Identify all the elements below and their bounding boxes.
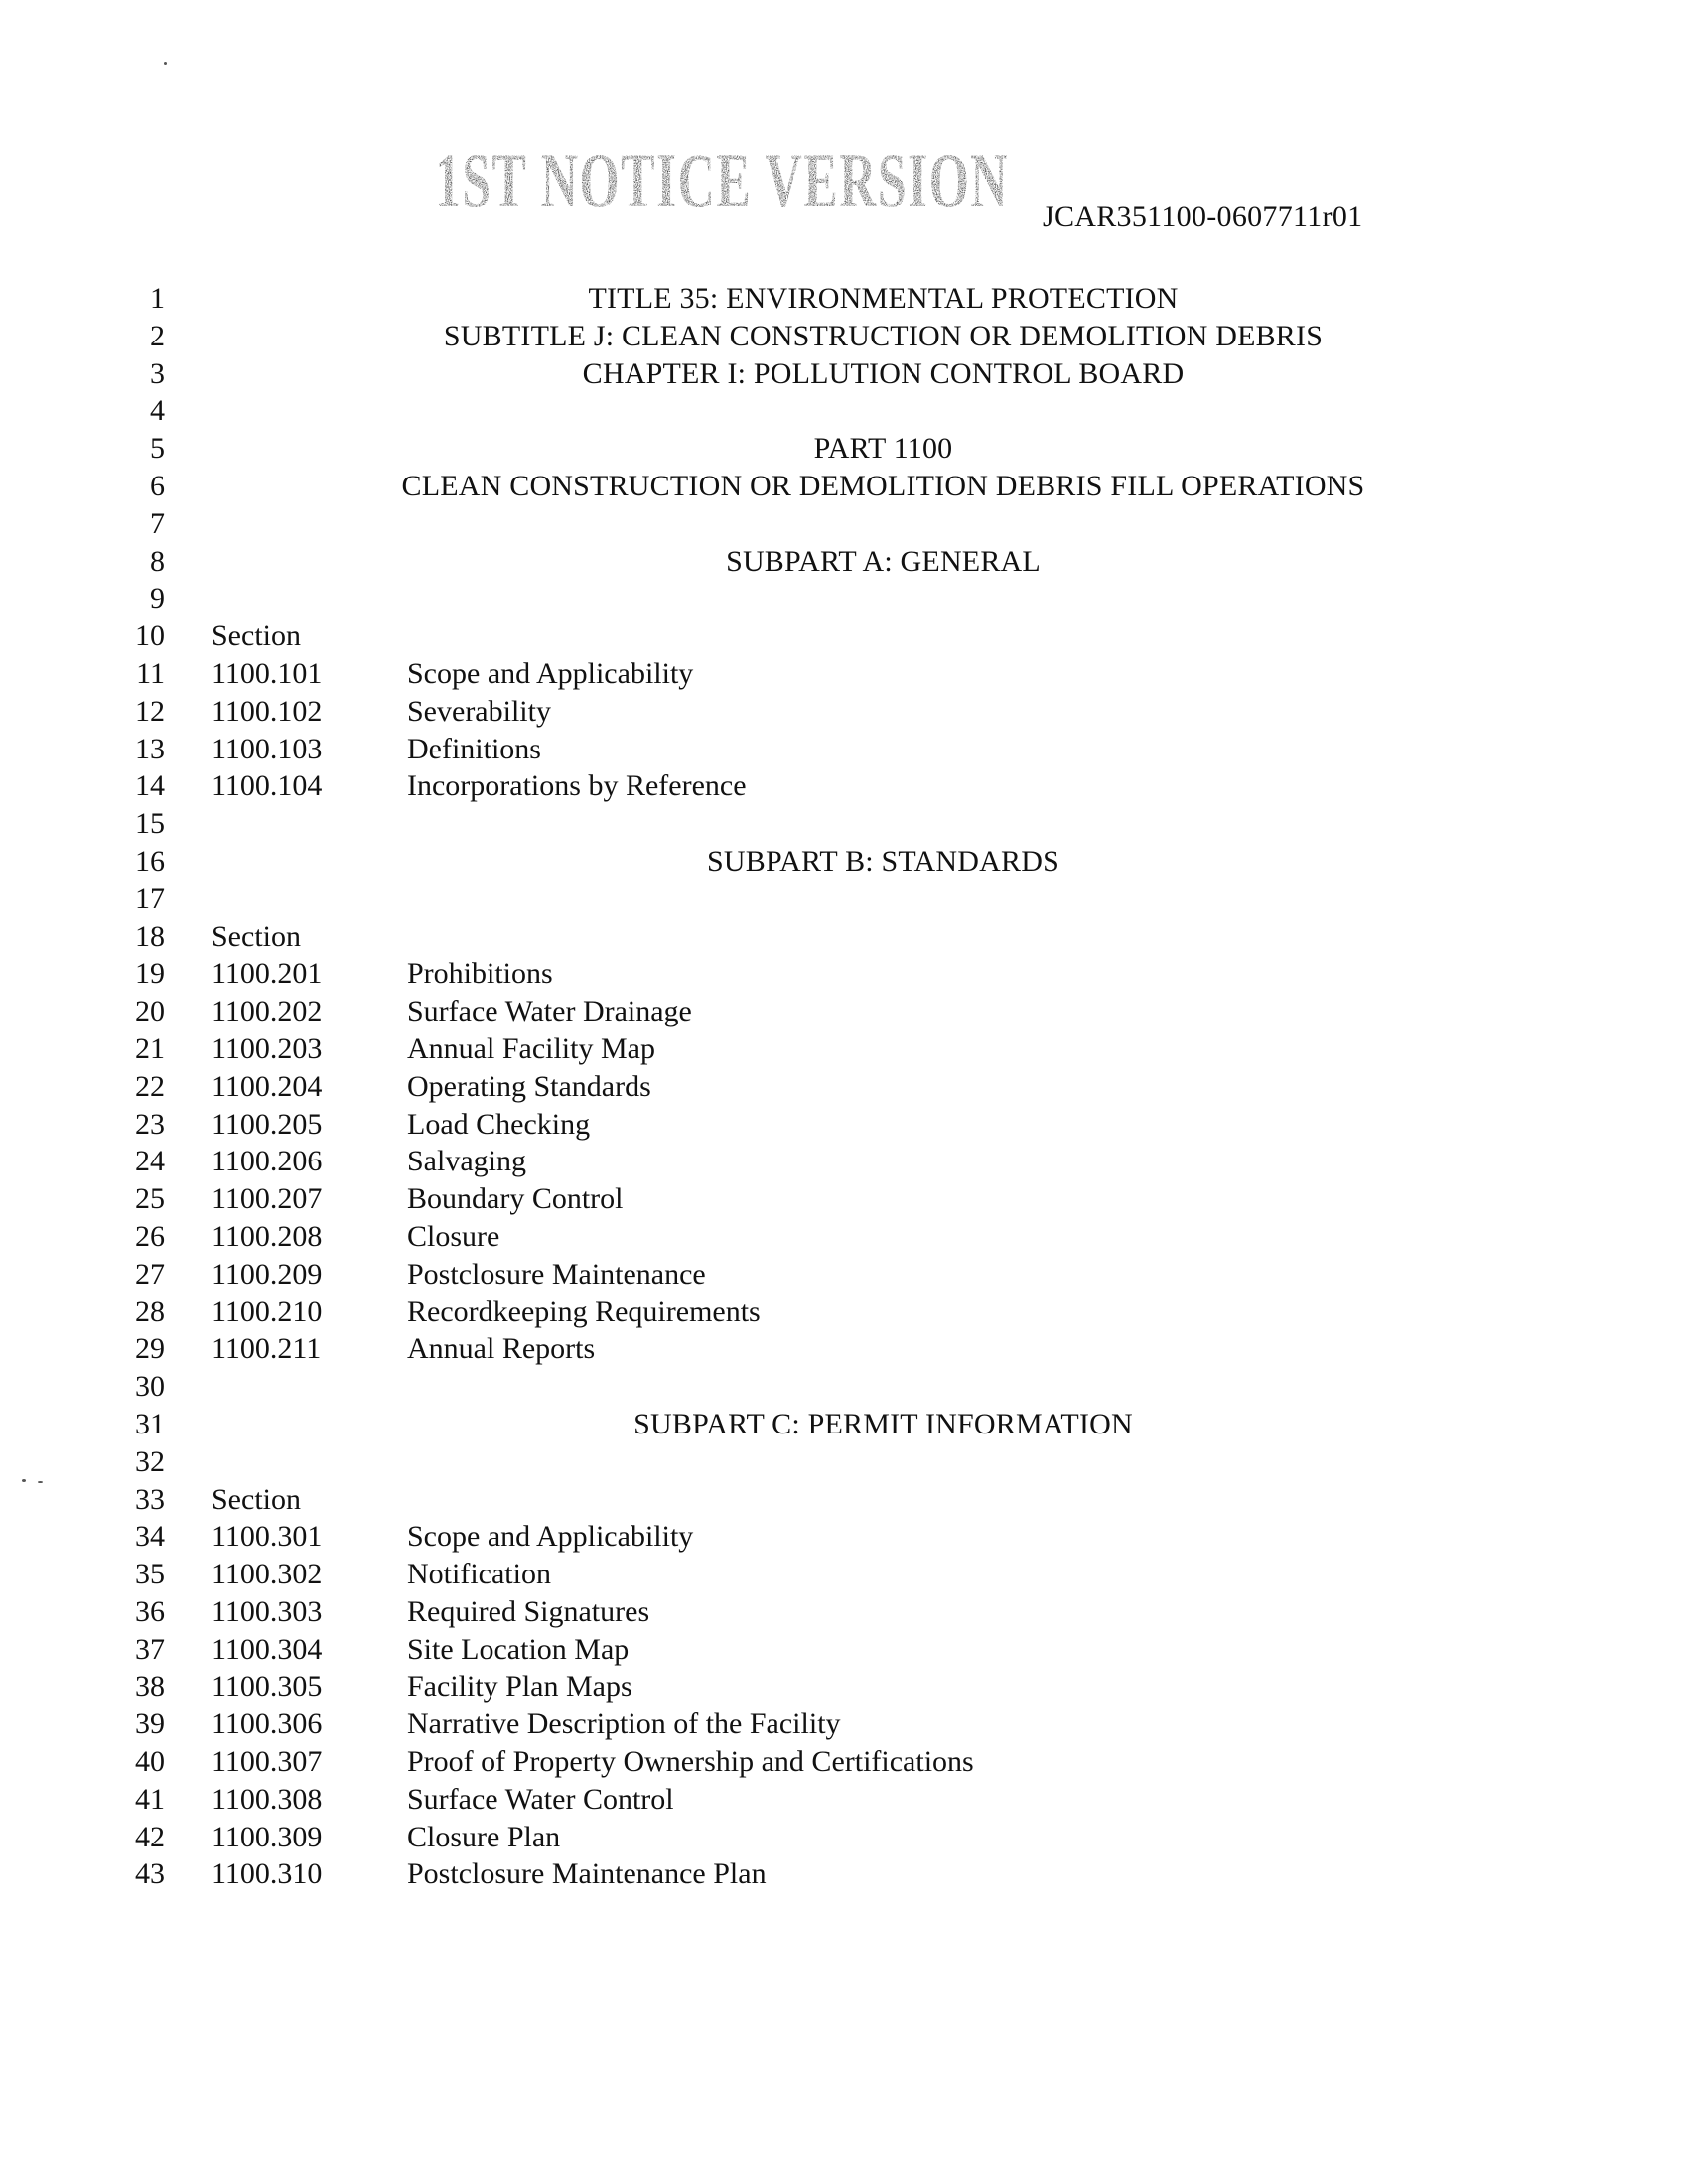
section-title: Incorporations by Reference [407, 769, 747, 803]
document-line [0, 1481, 1684, 1519]
line-number: 28 [135, 1295, 165, 1328]
document-line [0, 1518, 1684, 1556]
line-number: 17 [135, 882, 165, 915]
document-line [0, 1593, 1684, 1631]
line-number: 14 [135, 769, 165, 803]
document-line [0, 1068, 1684, 1106]
document-line [0, 1855, 1684, 1893]
svg-text:1ST NOTICE VERSION: 1ST NOTICE VERSION [435, 137, 1009, 223]
section-title: Scope and Applicability [407, 656, 694, 690]
heading-text: SUBPART A: GENERAL [726, 544, 1041, 578]
line-number: 2 [150, 319, 165, 352]
section-number: 1100.205 [211, 1107, 323, 1141]
document-line [0, 1631, 1684, 1669]
section-number: 1100.204 [211, 1069, 323, 1103]
document-line [0, 1180, 1684, 1218]
section-number: 1100.101 [211, 656, 323, 690]
section-title: Scope and Applicability [407, 1520, 694, 1554]
section-number: 1100.310 [211, 1857, 323, 1891]
section-number: 1100.303 [211, 1594, 323, 1628]
scan-speck [164, 62, 167, 65]
section-number: 1100.305 [211, 1670, 323, 1704]
document-line [0, 1106, 1684, 1144]
document-line [0, 655, 1684, 693]
heading-text: SUBTITLE J: CLEAN CONSTRUCTION OR DEMOLITION DEBRIS [443, 319, 1324, 352]
document-line [0, 1294, 1684, 1331]
line-number: 24 [135, 1145, 165, 1178]
section-number: 1100.211 [211, 1332, 322, 1366]
section-number: 1100.302 [211, 1558, 323, 1591]
section-title: Closure [407, 1219, 500, 1253]
section-title: Notification [407, 1558, 551, 1591]
line-number: 40 [135, 1745, 165, 1779]
section-number: 1100.207 [211, 1182, 323, 1216]
heading-text: TITLE 35: ENVIRONMENTAL PROTECTION [588, 282, 1179, 315]
document-line [0, 843, 1684, 881]
line-number: 25 [135, 1182, 165, 1216]
line-number: 42 [135, 1820, 165, 1853]
document-line [0, 955, 1684, 993]
section-title: Proof of Property Ownership and Certifications [407, 1745, 974, 1779]
section-title: Definitions [407, 732, 541, 765]
numbered-lines [0, 280, 1684, 1893]
heading-text: CLEAN CONSTRUCTION OR DEMOLITION DEBRIS FILL OPERATIONS [401, 469, 1365, 502]
line-number: 4 [150, 394, 165, 428]
document-line [0, 318, 1684, 355]
section-number: 1100.210 [211, 1295, 323, 1328]
line-number: 31 [135, 1407, 165, 1440]
section-number: 1100.203 [211, 1031, 323, 1065]
document-line [0, 580, 1684, 617]
line-number: 32 [135, 1444, 165, 1478]
line-number: 43 [135, 1857, 165, 1891]
line-number: 38 [135, 1670, 165, 1704]
section-title: Postclosure Maintenance [407, 1257, 706, 1291]
document-line [0, 1706, 1684, 1743]
section-title: Narrative Description of the Facility [407, 1707, 841, 1741]
heading-text: PART 1100 [813, 432, 953, 466]
section-number: 1100.306 [211, 1707, 323, 1741]
section-title: Annual Facility Map [407, 1031, 655, 1065]
section-number: 1100.103 [211, 732, 323, 765]
line-number: 22 [135, 1069, 165, 1103]
section-title: Postclosure Maintenance Plan [407, 1857, 767, 1891]
line-number: 26 [135, 1219, 165, 1253]
document-line [0, 805, 1684, 843]
document-line [0, 392, 1684, 430]
section-title: Annual Reports [407, 1332, 596, 1366]
document-line [0, 1218, 1684, 1256]
document-line [0, 881, 1684, 918]
section-number: 1100.206 [211, 1145, 323, 1178]
section-title: Operating Standards [407, 1069, 651, 1103]
section-title: Surface Water Control [407, 1782, 674, 1816]
section-number: 1100.104 [211, 769, 323, 803]
section-title: Closure Plan [407, 1820, 561, 1853]
section-number: 1100.209 [211, 1257, 323, 1291]
heading-text: CHAPTER I: POLLUTION CONTROL BOARD [582, 356, 1185, 390]
line-number: 7 [150, 506, 165, 540]
document-line [0, 355, 1684, 393]
document-line [0, 993, 1684, 1030]
document-line [0, 918, 1684, 956]
document-line [0, 430, 1684, 468]
line-number: 27 [135, 1257, 165, 1291]
section-title: Recordkeeping Requirements [407, 1295, 761, 1328]
document-line [0, 1256, 1684, 1294]
document-line [0, 280, 1684, 318]
heading-text: SUBPART C: PERMIT INFORMATION [633, 1407, 1133, 1440]
section-number: 1100.309 [211, 1820, 323, 1853]
section-number: 1100.102 [211, 694, 323, 728]
section-title: Prohibitions [407, 957, 553, 991]
line-number: 15 [135, 807, 165, 841]
document-line [0, 1556, 1684, 1593]
document-line [0, 1443, 1684, 1481]
document-line [0, 1781, 1684, 1819]
section-label: Section [211, 619, 301, 653]
line-number: 6 [150, 469, 165, 502]
document-line [0, 468, 1684, 505]
line-number: 39 [135, 1707, 165, 1741]
section-title: Salvaging [407, 1145, 526, 1178]
document-line [0, 1819, 1684, 1856]
section-number: 1100.301 [211, 1520, 323, 1554]
document-line [0, 543, 1684, 581]
section-number: 1100.208 [211, 1219, 323, 1253]
section-title: Severability [407, 694, 551, 728]
line-number: 5 [150, 432, 165, 466]
section-number: 1100.307 [211, 1745, 323, 1779]
document-line [0, 731, 1684, 768]
document-line [0, 693, 1684, 731]
line-number: 37 [135, 1632, 165, 1666]
section-title: Load Checking [407, 1107, 591, 1141]
section-title: Facility Plan Maps [407, 1670, 632, 1704]
line-number: 33 [135, 1482, 165, 1516]
document-line [0, 1406, 1684, 1443]
document-line [0, 1743, 1684, 1781]
line-number: 11 [136, 656, 165, 690]
line-number: 35 [135, 1558, 165, 1591]
section-label: Section [211, 919, 301, 953]
section-number: 1100.308 [211, 1782, 323, 1816]
line-number: 21 [135, 1031, 165, 1065]
line-number: 20 [135, 995, 165, 1028]
document-line [0, 1368, 1684, 1406]
section-number: 1100.304 [211, 1632, 323, 1666]
document-line [0, 1143, 1684, 1180]
line-number: 8 [150, 544, 165, 578]
line-number: 34 [135, 1520, 165, 1554]
line-number: 36 [135, 1594, 165, 1628]
section-title: Site Location Map [407, 1632, 630, 1666]
heading-text: SUBPART B: STANDARDS [707, 844, 1059, 878]
first-notice-version-stamp [435, 127, 1011, 226]
document-line [0, 1668, 1684, 1706]
section-number: 1100.201 [211, 957, 323, 991]
line-number: 16 [135, 844, 165, 878]
document-line [0, 1030, 1684, 1068]
section-number: 1100.202 [211, 995, 323, 1028]
line-number: 3 [150, 356, 165, 390]
line-number: 19 [135, 957, 165, 991]
document-line [0, 1330, 1684, 1368]
section-title: Required Signatures [407, 1594, 650, 1628]
document-id: JCAR351100-0607711r01 [1043, 201, 1363, 233]
section-title: Boundary Control [407, 1182, 624, 1216]
line-number: 13 [135, 732, 165, 765]
line-number: 18 [135, 919, 165, 953]
line-number: 1 [150, 282, 165, 315]
line-number: 41 [135, 1782, 165, 1816]
line-number: 23 [135, 1107, 165, 1141]
line-number: 10 [135, 619, 165, 653]
line-number: 9 [150, 582, 165, 615]
section-title: Surface Water Drainage [407, 995, 692, 1028]
section-label: Section [211, 1482, 301, 1516]
document-line [0, 767, 1684, 805]
line-number: 29 [135, 1332, 165, 1366]
line-number: 30 [135, 1370, 165, 1404]
document-line [0, 505, 1684, 543]
line-number: 12 [135, 694, 165, 728]
document-line [0, 617, 1684, 655]
